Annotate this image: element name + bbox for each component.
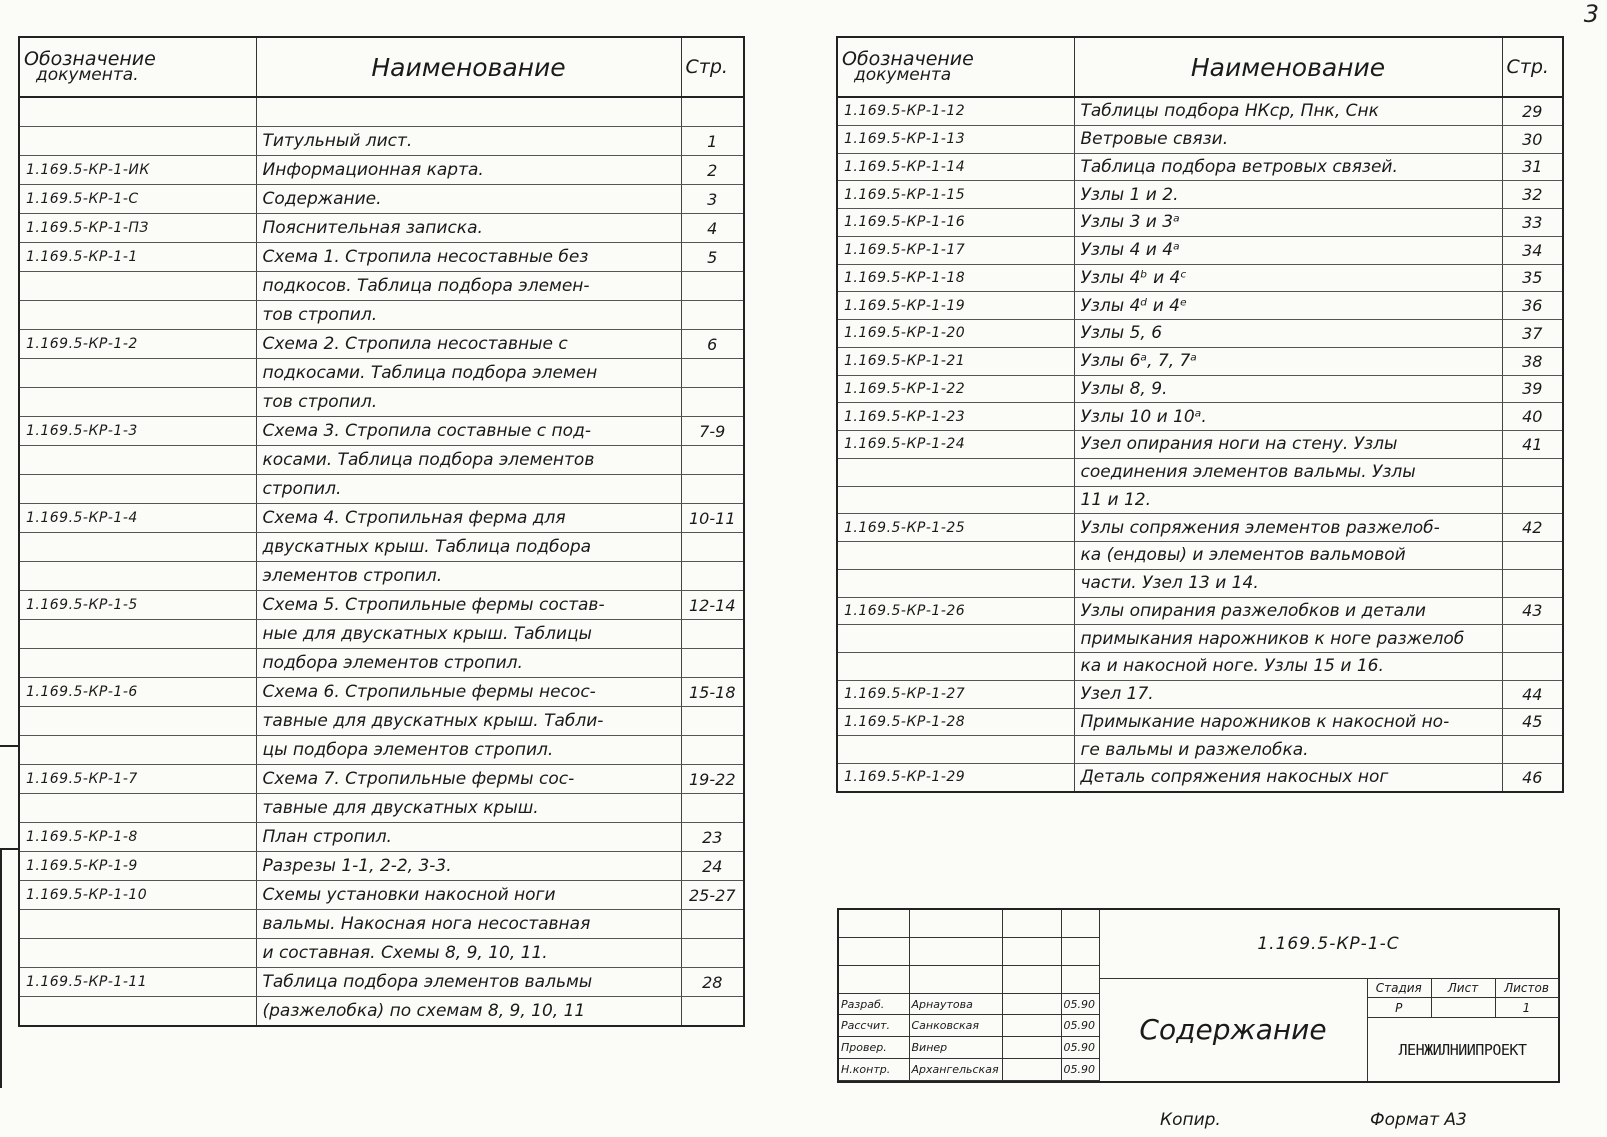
header-code-line1: Обозначение <box>24 48 156 70</box>
contents-rows <box>19 97 744 1026</box>
row-code <box>19 649 256 678</box>
row-page: 37 <box>1502 320 1563 348</box>
row-page: 39 <box>1502 375 1563 403</box>
row-name: Схема 4. Стропильная ферма для <box>256 504 681 533</box>
row-name: (разжелобка) по схемам 8, 9, 10, 11 <box>256 997 681 1027</box>
row-name: Узлы 4ᵇ и 4ᶜ <box>1074 264 1502 292</box>
row-page: 28 <box>681 968 744 997</box>
contents-row <box>837 708 1563 736</box>
row-page: 42 <box>1502 514 1563 542</box>
contents-rows <box>837 97 1563 792</box>
row-name: Примыкание нарожников к накосной но- <box>1074 708 1502 736</box>
row-page: 6 <box>681 330 744 359</box>
contents-table-right <box>836 36 1564 793</box>
row-page <box>1502 486 1563 514</box>
contents-row <box>837 764 1563 792</box>
stage-labels <box>1367 978 1558 998</box>
row-code: 1.169.5-КР-1-22 <box>837 375 1074 403</box>
stage-values <box>1367 998 1558 1018</box>
blank-row <box>839 937 1099 965</box>
row-page: 3 <box>681 185 744 214</box>
row-name: Узлы сопряжения элементов разжелоб- <box>1074 514 1502 542</box>
row-page: 38 <box>1502 347 1563 375</box>
signature-sign <box>1002 993 1061 1015</box>
row-code <box>19 562 256 591</box>
signature-name: Санковская <box>909 1015 1002 1037</box>
contents-row <box>19 272 744 301</box>
row-name: стропил. <box>256 475 681 504</box>
contents-row <box>837 625 1563 653</box>
row-code <box>19 794 256 823</box>
row-page <box>681 446 744 475</box>
row-name: ные для двускатных крыш. Таблицы <box>256 620 681 649</box>
row-name: подбора элементов стропил. <box>256 649 681 678</box>
row-page <box>681 939 744 968</box>
header-row <box>19 37 744 97</box>
row-code: 1.169.5-КР-1-7 <box>19 765 256 794</box>
row-code: 1.169.5-КР-1-16 <box>837 209 1074 237</box>
row-name: двускатных крыш. Таблица подбора <box>256 533 681 562</box>
row-code: 1.169.5-КР-1-ИК <box>19 156 256 185</box>
row-page: 19-22 <box>681 765 744 794</box>
row-code: 1.169.5-КР-1-20 <box>837 320 1074 348</box>
row-code: 1.169.5-КР-1-5 <box>19 591 256 620</box>
sheets-label: Листов <box>1495 978 1558 998</box>
row-name: ка и накосной ноге. Узлы 15 и 16. <box>1074 653 1502 681</box>
signature-sign <box>1002 1037 1061 1059</box>
row-code: 1.169.5-КР-1-9 <box>19 852 256 881</box>
header-code <box>19 37 256 97</box>
row-code <box>19 272 256 301</box>
row-code: 1.169.5-КР-1-13 <box>837 125 1074 153</box>
signature-role: Провер. <box>839 1037 909 1059</box>
row-page <box>681 620 744 649</box>
row-name: Узел опирания ноги на стену. Узлы <box>1074 431 1502 459</box>
row-page: 46 <box>1502 764 1563 792</box>
row-code: 1.169.5-КР-1-10 <box>19 881 256 910</box>
row-name: Титульный лист. <box>256 127 681 156</box>
row-name: Узлы 10 и 10ᵃ. <box>1074 403 1502 431</box>
signature-sign <box>1002 1059 1061 1081</box>
row-code <box>837 736 1074 764</box>
row-page <box>681 562 744 591</box>
row-name: Пояснительная записка. <box>256 214 681 243</box>
row-page: 34 <box>1502 236 1563 264</box>
document-code: 1.169.5-КР-1-С <box>1099 910 1558 979</box>
row-name: Схема 7. Стропильные фермы сос- <box>256 765 681 794</box>
row-page <box>1502 625 1563 653</box>
row-page <box>1502 569 1563 597</box>
row-page: 1 <box>681 127 744 156</box>
row-page: 10-11 <box>681 504 744 533</box>
contents-row <box>19 156 744 185</box>
row-code: 1.169.5-КР-1-26 <box>837 597 1074 625</box>
row-code: 1.169.5-КР-1-4 <box>19 504 256 533</box>
contents-row <box>19 533 744 562</box>
contents-row <box>19 562 744 591</box>
row-name: Узел 17. <box>1074 680 1502 708</box>
signature-rows <box>839 993 1099 1080</box>
header-name: Наименование <box>1074 37 1502 97</box>
contents-row <box>837 680 1563 708</box>
row-code <box>837 542 1074 570</box>
row-name: Узлы 5, 6 <box>1074 320 1502 348</box>
row-code <box>837 486 1074 514</box>
contents-row <box>19 649 744 678</box>
signature-date: 05.90 <box>1061 993 1099 1015</box>
footer-copy-label: Копир. <box>1160 1110 1221 1130</box>
row-page <box>681 649 744 678</box>
contents-row <box>837 403 1563 431</box>
row-code <box>19 359 256 388</box>
contents-row <box>837 264 1563 292</box>
row-code <box>19 97 256 127</box>
row-name: и составная. Схемы 8, 9, 10, 11. <box>256 939 681 968</box>
row-code: 1.169.5-КР-1-17 <box>837 236 1074 264</box>
contents-row <box>837 431 1563 459</box>
row-name: части. Узел 13 и 14. <box>1074 569 1502 597</box>
row-name: ка (ендовы) и элементов вальмовой <box>1074 542 1502 570</box>
row-page <box>1502 736 1563 764</box>
row-page: 5 <box>681 243 744 272</box>
binding-mark <box>0 745 18 747</box>
signature-row <box>839 1015 1099 1037</box>
row-page: 36 <box>1502 292 1563 320</box>
contents-row <box>19 620 744 649</box>
contents-row <box>19 997 744 1027</box>
row-page: 24 <box>681 852 744 881</box>
contents-row <box>19 127 744 156</box>
row-page: 35 <box>1502 264 1563 292</box>
row-page <box>681 359 744 388</box>
row-name: Схема 2. Стропила несоставные с <box>256 330 681 359</box>
contents-row <box>837 292 1563 320</box>
row-page: 44 <box>1502 680 1563 708</box>
row-page: 4 <box>681 214 744 243</box>
row-page: 2 <box>681 156 744 185</box>
contents-row <box>837 153 1563 181</box>
footer-format-label: Формат А3 <box>1370 1110 1467 1130</box>
signature-date: 05.90 <box>1061 1037 1099 1059</box>
row-page <box>681 301 744 330</box>
contents-row <box>19 591 744 620</box>
row-name: косами. Таблица подбора элементов <box>256 446 681 475</box>
stage-value: Р <box>1367 998 1431 1018</box>
row-code: 1.169.5-КР-1-ПЗ <box>19 214 256 243</box>
signature-role: Н.контр. <box>839 1059 909 1081</box>
row-code: 1.169.5-КР-1-24 <box>837 431 1074 459</box>
signature-name: Винер <box>909 1037 1002 1059</box>
row-page <box>681 533 744 562</box>
row-name: Схема 3. Стропила составные с под- <box>256 417 681 446</box>
row-code <box>19 939 256 968</box>
row-page: 43 <box>1502 597 1563 625</box>
sheet-value <box>1431 998 1495 1018</box>
row-page <box>681 910 744 939</box>
contents-row <box>19 707 744 736</box>
row-page: 15-18 <box>681 678 744 707</box>
row-code <box>19 533 256 562</box>
blank-row <box>839 965 1099 993</box>
row-code: 1.169.5-КР-1-2 <box>19 330 256 359</box>
contents-row <box>19 794 744 823</box>
header-page: Стр. <box>681 37 744 97</box>
row-code: 1.169.5-КР-1-11 <box>19 968 256 997</box>
row-name: План стропил. <box>256 823 681 852</box>
row-page <box>1502 653 1563 681</box>
blank-row <box>839 910 1099 937</box>
row-name: элементов стропил. <box>256 562 681 591</box>
row-name: подкосами. Таблица подбора элемен <box>256 359 681 388</box>
row-page <box>1502 542 1563 570</box>
row-page <box>681 707 744 736</box>
row-name: Узлы опирания разжелобков и детали <box>1074 597 1502 625</box>
row-code <box>837 458 1074 486</box>
row-code: 1.169.5-КР-1-23 <box>837 403 1074 431</box>
row-name: Узлы 1 и 2. <box>1074 181 1502 209</box>
row-page <box>681 736 744 765</box>
row-name: Узлы 8, 9. <box>1074 375 1502 403</box>
contents-row <box>19 939 744 968</box>
title-block <box>837 908 1560 1083</box>
row-code <box>837 625 1074 653</box>
sheets-value: 1 <box>1495 998 1558 1018</box>
row-name: Таблицы подбора НКср, Пнк, Снк <box>1074 97 1502 125</box>
row-name: тавные для двускатных крыш. <box>256 794 681 823</box>
contents-table-left <box>18 36 745 1027</box>
row-name: Схемы установки накосной ноги <box>256 881 681 910</box>
row-name: Таблица подбора ветровых связей. <box>1074 153 1502 181</box>
contents-row <box>837 375 1563 403</box>
signature-row <box>839 1059 1099 1081</box>
row-page: 7-9 <box>681 417 744 446</box>
signature-date: 05.90 <box>1061 1015 1099 1037</box>
row-page: 25-27 <box>681 881 744 910</box>
row-name: 11 и 12. <box>1074 486 1502 514</box>
row-name: Узлы 6ᵃ, 7, 7ᵃ <box>1074 347 1502 375</box>
contents-row <box>837 347 1563 375</box>
row-code <box>837 653 1074 681</box>
row-name: соединения элементов вальмы. Узлы <box>1074 458 1502 486</box>
contents-row <box>837 181 1563 209</box>
binding-mark <box>0 848 2 1088</box>
row-code <box>19 127 256 156</box>
contents-row <box>19 823 744 852</box>
signature-row <box>839 1037 1099 1059</box>
header-name: Наименование <box>256 37 681 97</box>
contents-row <box>19 475 744 504</box>
row-code: 1.169.5-КР-1-18 <box>837 264 1074 292</box>
contents-row <box>837 542 1563 570</box>
row-page: 41 <box>1502 431 1563 459</box>
signature-sign <box>1002 1015 1061 1037</box>
row-name: Схема 5. Стропильные фермы состав- <box>256 591 681 620</box>
row-page <box>681 475 744 504</box>
signature-date: 05.90 <box>1061 1059 1099 1081</box>
row-code <box>19 475 256 504</box>
row-name: Таблица подбора элементов вальмы <box>256 968 681 997</box>
contents-row <box>837 569 1563 597</box>
row-page: 45 <box>1502 708 1563 736</box>
row-name: тавные для двускатных крыш. Табли- <box>256 707 681 736</box>
row-code: 1.169.5-КР-1-14 <box>837 153 1074 181</box>
row-name: примыкания нарожников к ноге разжелоб <box>1074 625 1502 653</box>
header-code-line2: документа. <box>36 65 139 85</box>
row-page: 40 <box>1502 403 1563 431</box>
signature-name: Архангельская <box>909 1059 1002 1081</box>
row-name: тов стропил. <box>256 388 681 417</box>
signature-role: Рассчит. <box>839 1015 909 1037</box>
contents-row <box>19 359 744 388</box>
row-code: 1.169.5-КР-1-6 <box>19 678 256 707</box>
contents-row <box>19 243 744 272</box>
contents-row <box>19 852 744 881</box>
row-name: Схема 1. Стропила несоставные без <box>256 243 681 272</box>
row-name: тов стропил. <box>256 301 681 330</box>
row-code <box>19 620 256 649</box>
row-code <box>837 569 1074 597</box>
row-code <box>19 910 256 939</box>
row-code: 1.169.5-КР-1-19 <box>837 292 1074 320</box>
contents-row <box>19 446 744 475</box>
contents-row <box>19 97 744 127</box>
row-name: Информационная карта. <box>256 156 681 185</box>
row-page: 12-14 <box>681 591 744 620</box>
row-page: 29 <box>1502 97 1563 125</box>
signature-row <box>839 993 1099 1015</box>
row-code: 1.169.5-КР-1-28 <box>837 708 1074 736</box>
row-name <box>256 97 681 127</box>
contents-row <box>837 486 1563 514</box>
row-page: 30 <box>1502 125 1563 153</box>
row-name: Узлы 4ᵈ и 4ᵉ <box>1074 292 1502 320</box>
organization-name: ЛЕНЖИЛНИИПРОЕКТ <box>1398 1040 1527 1059</box>
contents-row <box>19 330 744 359</box>
contents-row <box>837 209 1563 237</box>
row-code: 1.169.5-КР-1-12 <box>837 97 1074 125</box>
contents-row <box>837 597 1563 625</box>
signature-role: Разраб. <box>839 993 909 1015</box>
contents-row <box>837 236 1563 264</box>
header-code-line2: документа <box>854 65 952 85</box>
row-code <box>19 736 256 765</box>
sheet-label: Лист <box>1431 978 1495 998</box>
header-code <box>837 37 1074 97</box>
row-code: 1.169.5-КР-1-25 <box>837 514 1074 542</box>
header-row <box>837 37 1563 97</box>
row-name: Деталь сопряжения накосных ног <box>1074 764 1502 792</box>
contents-row <box>837 736 1563 764</box>
row-page: 23 <box>681 823 744 852</box>
row-page: 32 <box>1502 181 1563 209</box>
row-name: подкосов. Таблица подбора элемен- <box>256 272 681 301</box>
row-name: вальмы. Накосная нога несоставная <box>256 910 681 939</box>
contents-row <box>19 504 744 533</box>
row-code <box>19 997 256 1027</box>
contents-row <box>19 910 744 939</box>
row-name: ге вальмы и разжелобка. <box>1074 736 1502 764</box>
row-code: 1.169.5-КР-1-3 <box>19 417 256 446</box>
contents-row <box>837 458 1563 486</box>
contents-row <box>19 301 744 330</box>
contents-row <box>19 765 744 794</box>
document-title: Содержание <box>1099 978 1368 1081</box>
row-code: 1.169.5-КР-1-27 <box>837 680 1074 708</box>
contents-row <box>19 388 744 417</box>
binding-mark <box>0 848 18 850</box>
signature-grid <box>839 910 1100 1081</box>
row-code <box>19 446 256 475</box>
row-page: 31 <box>1502 153 1563 181</box>
contents-row <box>19 214 744 243</box>
sheet-number: 3 <box>1583 0 1599 28</box>
row-page <box>681 794 744 823</box>
stage-label: Стадия <box>1367 978 1431 998</box>
contents-row <box>19 968 744 997</box>
contents-row <box>19 678 744 707</box>
contents-row <box>19 185 744 214</box>
contents-row <box>19 417 744 446</box>
stage-grid <box>1367 978 1559 1018</box>
row-code: 1.169.5-КР-1-8 <box>19 823 256 852</box>
row-name: Разрезы 1-1, 2-2, 3-3. <box>256 852 681 881</box>
row-name: Схема 6. Стропильные фермы несос- <box>256 678 681 707</box>
header-code-line1: Обозначение <box>842 48 974 70</box>
row-code <box>19 707 256 736</box>
contents-row <box>837 653 1563 681</box>
row-page <box>681 272 744 301</box>
row-code: 1.169.5-КР-1-С <box>19 185 256 214</box>
row-page <box>681 997 744 1027</box>
row-page: 33 <box>1502 209 1563 237</box>
row-code <box>19 301 256 330</box>
contents-row <box>837 125 1563 153</box>
row-name: Узлы 3 и 3ᵃ <box>1074 209 1502 237</box>
row-code: 1.169.5-КР-1-1 <box>19 243 256 272</box>
contents-row <box>837 514 1563 542</box>
row-code: 1.169.5-КР-1-15 <box>837 181 1074 209</box>
signature-name: Арнаутова <box>909 993 1002 1015</box>
row-page <box>681 388 744 417</box>
contents-row <box>19 881 744 910</box>
row-code: 1.169.5-КР-1-29 <box>837 764 1074 792</box>
row-page <box>1502 458 1563 486</box>
row-name: Узлы 4 и 4ᵃ <box>1074 236 1502 264</box>
row-code <box>19 388 256 417</box>
header-page: Стр. <box>1502 37 1563 97</box>
contents-row <box>837 320 1563 348</box>
row-name: Ветровые связи. <box>1074 125 1502 153</box>
contents-row <box>837 97 1563 125</box>
row-name: цы подбора элементов стропил. <box>256 736 681 765</box>
contents-row <box>19 736 744 765</box>
row-page <box>681 97 744 127</box>
row-name: Содержание. <box>256 185 681 214</box>
row-code: 1.169.5-КР-1-21 <box>837 347 1074 375</box>
